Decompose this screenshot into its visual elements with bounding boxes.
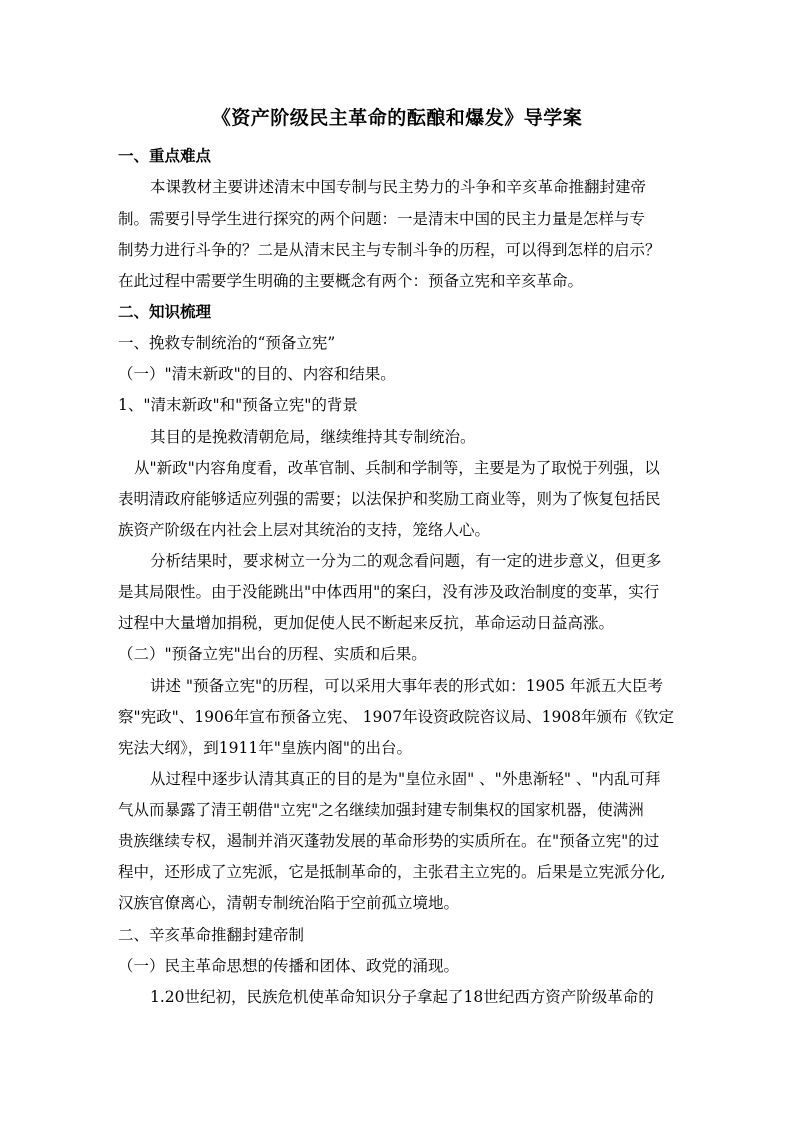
paragraph-line: 是其局限性。由于没能跳出"中体西用"的案臼，没有涉及政治制度的变革，实行 [118, 583, 660, 601]
paragraph-line: 本课教材主要讲述清末中国专制与民主势力的斗争和辛亥革命推翻封建帝 [150, 178, 647, 196]
subsection-heading: 1、"清末新政"和"预备立宪"的背景 [118, 396, 358, 414]
paragraph-line: 1.20世纪初，民族危机使革命知识分子拿起了18世纪西方资产阶级革命的 [150, 988, 654, 1006]
paragraph-line: 分析结果时，要求树立一分为二的观念看问题，有一定的进步意义，但更多 [150, 552, 662, 570]
paragraph-line: 程中，还形成了立宪派，它是抵制革命的，主张君主立宪的。后果是立宪派分化, [118, 863, 666, 881]
paragraph-line: 制势力进行斗争的？二是从清末民主与专制斗争的历程，可以得到怎样的启示？ [118, 241, 661, 259]
heading-knowledge-review: 二、知识梳理 [118, 302, 212, 321]
section-heading: 一、挽救专制统治的“预备立宪” [118, 334, 336, 352]
subsection-heading: （二）"预备立宪"出台的历程、实质和后果。 [118, 645, 427, 663]
paragraph-line: 在此过程中需要学生明确的主要概念有两个：预备立宪和辛亥革命。 [118, 272, 584, 290]
paragraph-line: 制。需要引导学生进行探究的两个问题：一是清末中国的民主力量是怎样与专 [118, 210, 646, 228]
paragraph-line: 其目的是挽救清朝危局，继续维持其专制统治。 [150, 428, 476, 446]
paragraph-line: 族资产阶级在内社会上层对其统治的支持，笼络人心。 [118, 521, 491, 539]
paragraph-line: 从"新政"内容角度看，改革官制、兵制和学制等，主要是为了取悦于列强，以 [134, 459, 660, 477]
paragraph-line: 贵族继续专权，遏制并消灭蓬勃发展的革命形势的实质所在。在"预备立宪"的过 [118, 832, 660, 850]
paragraph-line: 汉族官僚离心，清朝专制统治陷于空前孤立境地。 [118, 894, 460, 912]
subsection-heading: （一）"清末新政"的目的、内容和结果。 [118, 365, 396, 383]
section-heading: 二、辛亥革命推翻封建帝制 [118, 926, 305, 944]
paragraph-line: 从过程中逐步认清其真正的目的是为"皇位永固" 、"外患渐轻" 、"内乱可拜 [150, 770, 661, 788]
document-title: 《资产阶级民主革命的酝酿和爆发》导学案 [211, 107, 583, 129]
paragraph-line: 表明清政府能够适应列强的需要；以法保护和奖励工商业等，则为了恢复包括民 [118, 490, 661, 508]
paragraph-line: 讲述 "预备立宪"的历程，可以采用大事年表的形式如：1905 年派五大臣考 [150, 677, 664, 695]
subsection-heading: （一）民主革命思想的传播和团体、政党的涌现。 [118, 957, 460, 975]
paragraph-line: 过程中大量增加捐税，更加促使人民不断起来反抗，革命运动日益高涨。 [118, 614, 615, 632]
heading-key-points: 一、重点难点 [118, 146, 212, 165]
paragraph-line: 气从而暴露了清王朝借"立宪"之名继续加强封建专制集权的国家机器，使满洲 [118, 801, 644, 819]
paragraph-line: 宪法大纲》，到1911年"皇族内阁"的出台。 [118, 739, 412, 757]
paragraph-line: 察"宪政"、1906年宣布预备立宪、 1907年设资政院咨议局、1908年颁布《钦定 [118, 708, 675, 726]
